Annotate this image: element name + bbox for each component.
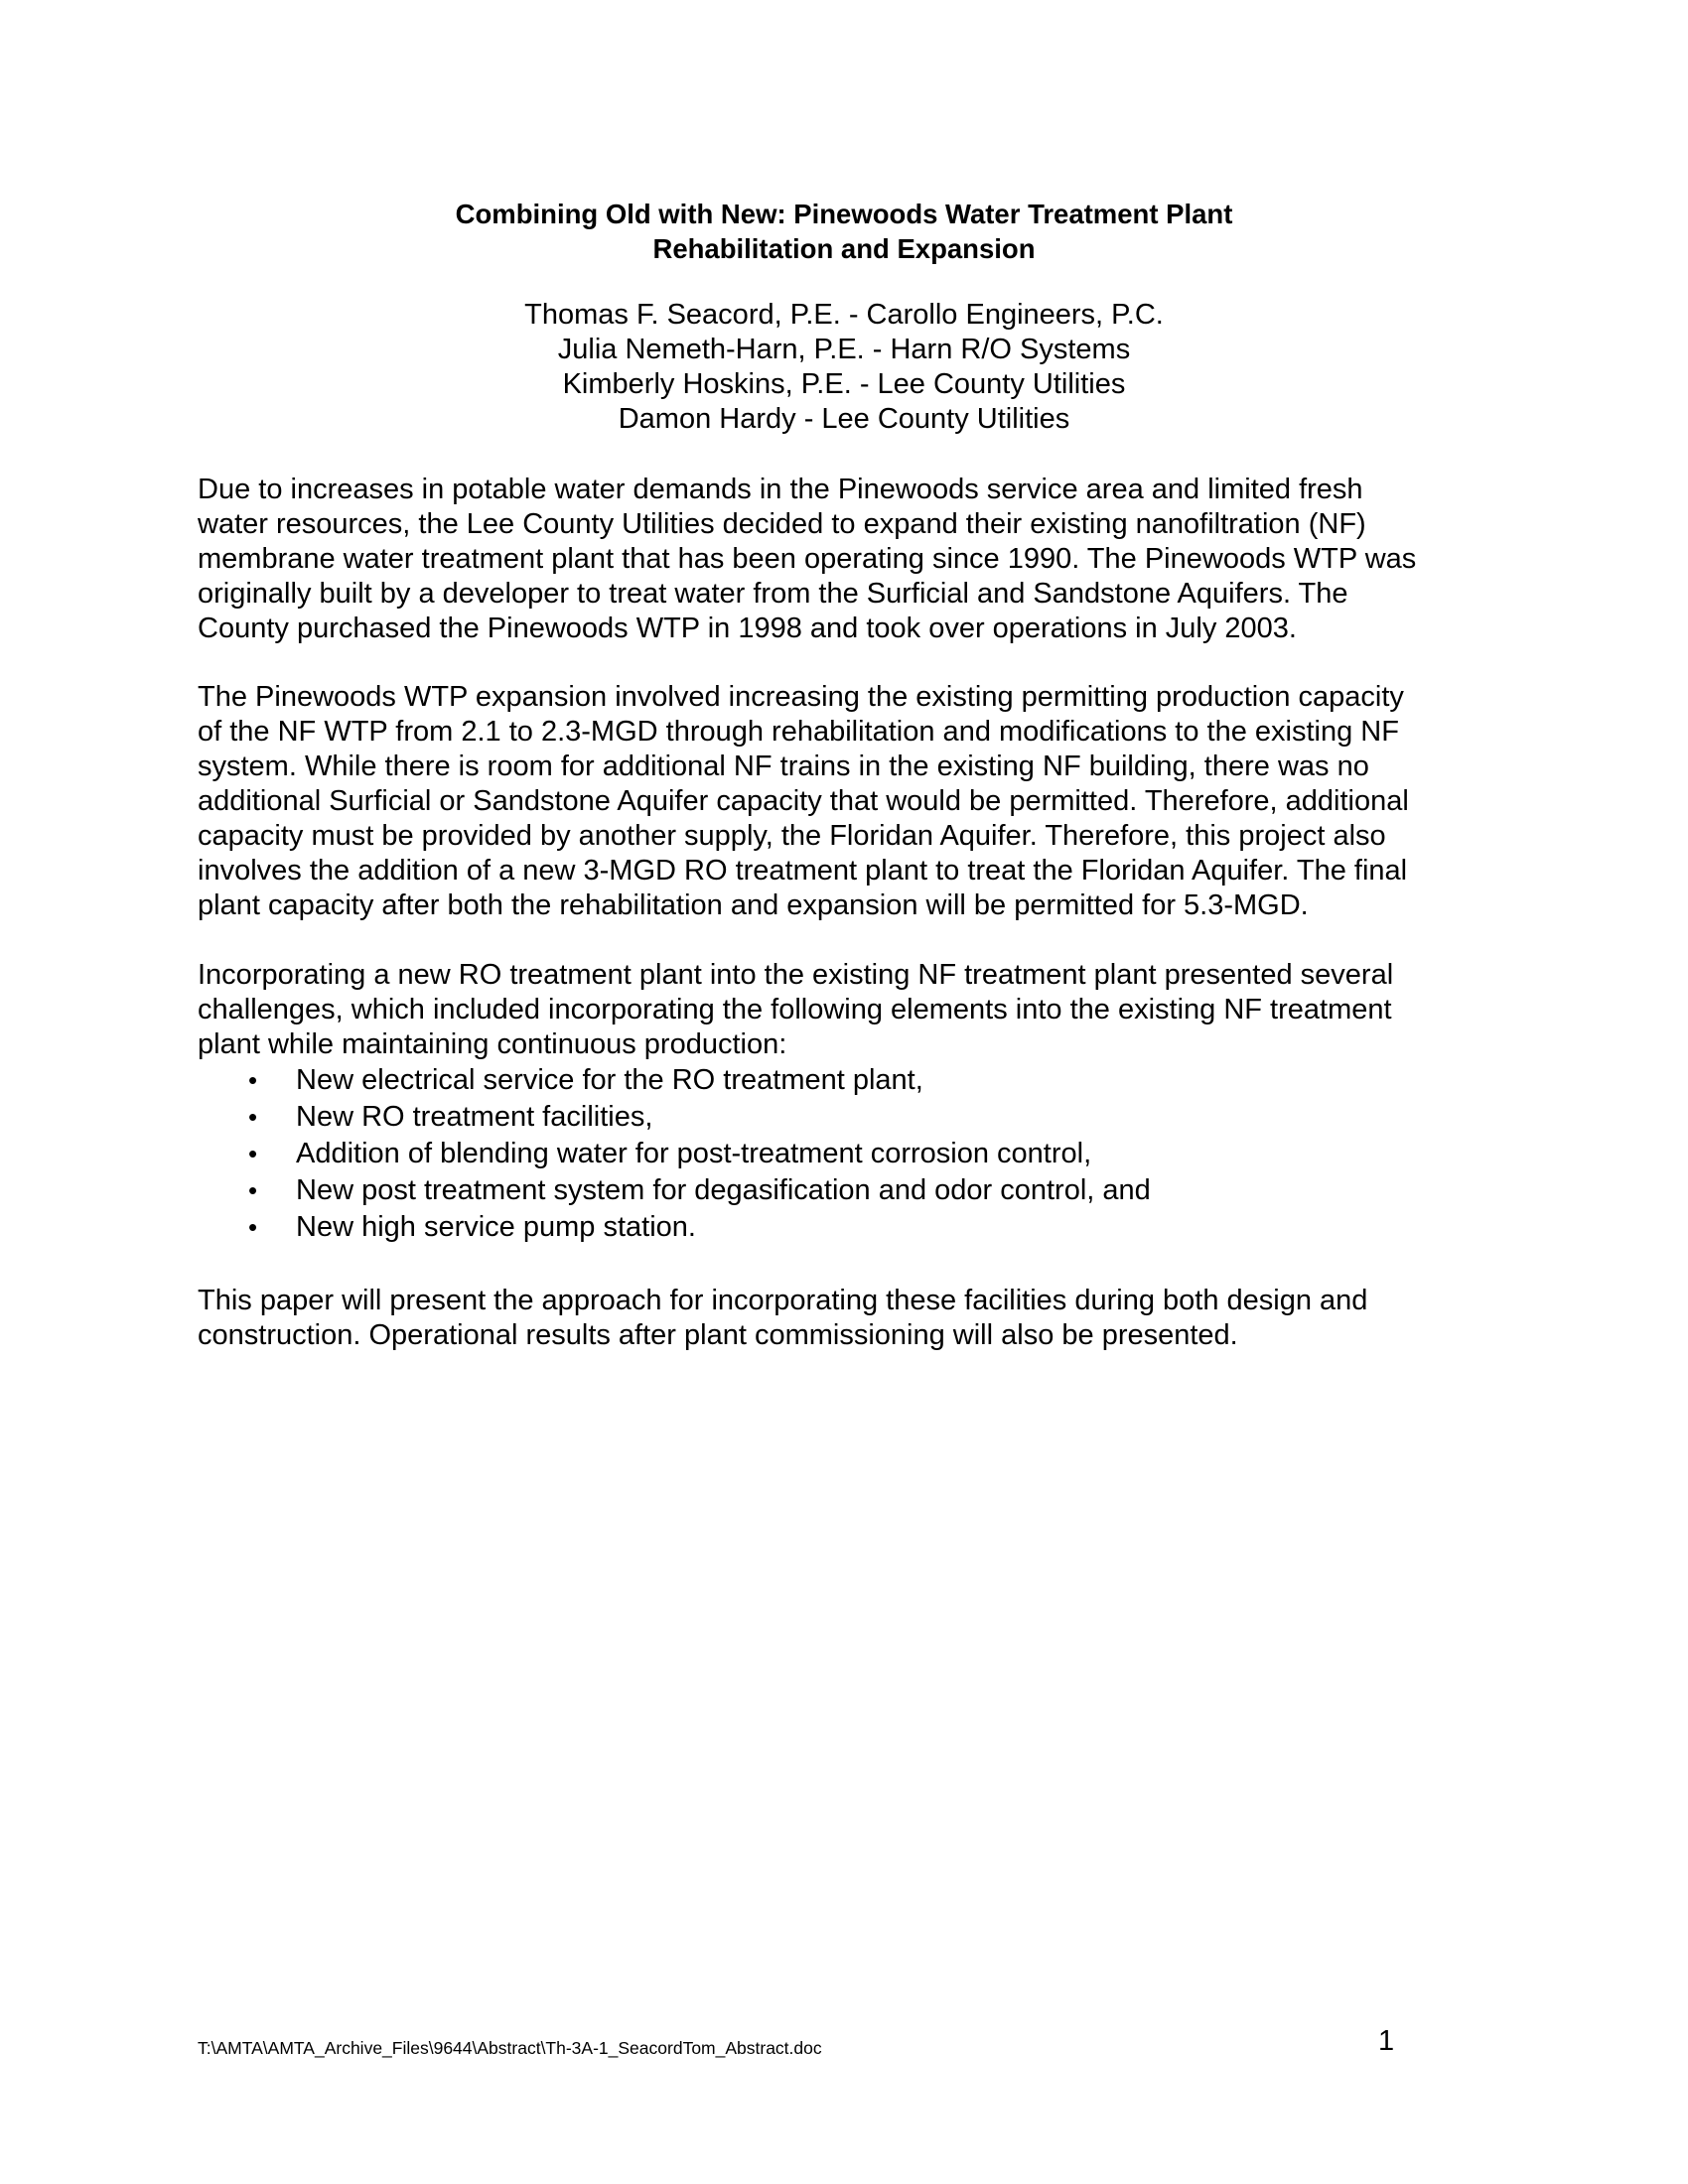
paragraph-challenges — [198, 958, 1518, 1062]
paragraph-line: capacity must be provided by another supply, the Floridan Aquifer. Therefore, this project also — [198, 820, 1386, 852]
author-line: Thomas F. Seacord, P.E. - Carollo Engineers, P.C. — [524, 299, 1164, 331]
paragraph-line: The Pinewoods WTP expansion involved increasing the existing permitting production capacity — [198, 681, 1404, 713]
bullet-text: New electrical service for the RO treatment plant, — [296, 1064, 923, 1096]
paragraph-line: construction. Operational results after plant commissioning will also be presented. — [198, 1319, 1238, 1351]
bullet-item — [0, 1172, 1688, 1209]
bullet-item — [0, 1099, 1688, 1136]
author-line: Julia Nemeth-Harn, P.E. - Harn R/O Systems — [557, 334, 1131, 365]
author-line: Kimberly Hoskins, P.E. - Lee County Utilities — [562, 368, 1126, 400]
author-list — [0, 298, 1688, 437]
paragraph-line: membrane water treatment plant that has been operating since 1990. The Pinewoods WTP was — [198, 543, 1417, 575]
bullet-icon: • — [248, 1065, 258, 1095]
bullet-icon: • — [248, 1102, 258, 1132]
document-title — [0, 197, 1688, 266]
bullet-item — [0, 1209, 1688, 1246]
author-line: Damon Hardy - Lee County Utilities — [618, 403, 1070, 435]
page-number: 1 — [1378, 2025, 1395, 2057]
paragraph-line: of the NF WTP from 2.1 to 2.3-MGD through rehabilitation and modifications to the existing NF — [198, 716, 1399, 748]
bullet-text: New high service pump station. — [296, 1211, 696, 1243]
bullet-icon: • — [248, 1139, 258, 1168]
paragraph-line: water resources, the Lee County Utilities decided to expand their existing nanofiltration (NF) — [198, 508, 1366, 540]
title-line-1: Combining Old with New: Pinewoods Water Treatment Plant — [455, 199, 1233, 229]
footer-file-path: T:\AMTA\AMTA_Archive_Files\9644\Abstract\Th-3A-1_SeacordTom_Abstract.doc — [198, 2038, 822, 2058]
paragraph-line: Incorporating a new RO treatment plant into the existing NF treatment plant presented several — [198, 959, 1394, 991]
paragraph-line: challenges, which included incorporating the following elements into the existing NF treatment — [198, 994, 1392, 1025]
paragraph-line: plant capacity after both the rehabilitation and expansion will be permitted for 5.3-MGD. — [198, 889, 1309, 921]
paragraph-line: involves the addition of a new 3-MGD RO treatment plant to treat the Floridan Aquifer. The final — [198, 855, 1408, 887]
paragraph-expansion — [198, 680, 1518, 923]
bullet-icon: • — [248, 1175, 258, 1205]
bullet-item — [0, 1062, 1688, 1099]
bullet-item — [0, 1136, 1688, 1172]
bullet-text: Addition of blending water for post-treatment corrosion control, — [296, 1138, 1092, 1169]
paragraph-line: County purchased the Pinewoods WTP in 1998 and took over operations in July 2003. — [198, 613, 1297, 644]
paragraph-intro — [198, 473, 1518, 646]
paragraph-line: Due to increases in potable water demands in the Pinewoods service area and limited fresh — [198, 474, 1363, 505]
paragraph-line: plant while maintaining continuous production: — [198, 1028, 787, 1060]
bullet-text: New RO treatment facilities, — [296, 1101, 653, 1133]
challenge-bullet-list — [0, 1062, 1688, 1246]
bullet-icon: • — [248, 1212, 258, 1242]
paragraph-line: system. While there is room for additional NF trains in the existing NF building, there was no — [198, 751, 1369, 782]
paragraph-line: This paper will present the approach for incorporating these facilities during both design and — [198, 1285, 1368, 1316]
paragraph-line: additional Surficial or Sandstone Aquifer capacity that would be permitted. Therefore, additional — [198, 785, 1409, 817]
paragraph-line: originally built by a developer to treat water from the Surficial and Sandstone Aquifers. The — [198, 578, 1348, 610]
paragraph-conclusion — [198, 1284, 1518, 1353]
bullet-text: New post treatment system for degasification and odor control, and — [296, 1174, 1151, 1206]
title-line-2: Rehabilitation and Expansion — [652, 233, 1036, 264]
